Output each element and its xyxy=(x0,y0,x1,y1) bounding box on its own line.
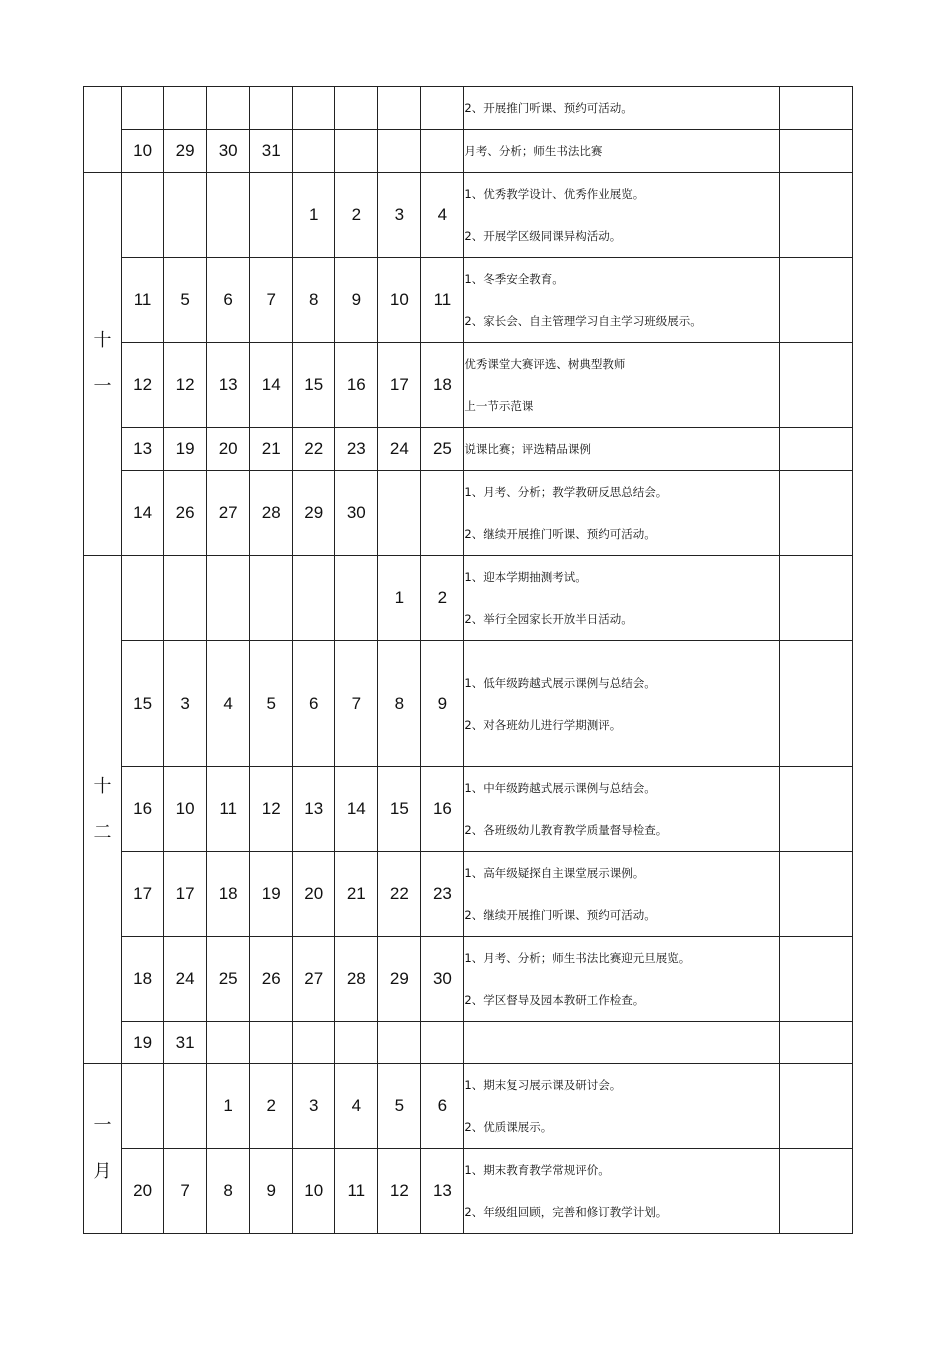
day-cell: 24 xyxy=(164,937,207,1022)
day-cell: 8 xyxy=(293,258,335,343)
day-cell: 20 xyxy=(293,852,335,937)
month-december-cell xyxy=(84,556,122,1064)
activity-cell xyxy=(464,1064,779,1149)
day-cell: 22 xyxy=(293,428,335,471)
day-cell xyxy=(164,173,207,258)
activity-cell xyxy=(464,343,779,428)
day-cell: 20 xyxy=(207,428,250,471)
day-cell: 12 xyxy=(378,1149,421,1234)
day-cell: 13 xyxy=(293,767,335,852)
day-cell: 4 xyxy=(207,641,250,767)
day-cell: 23 xyxy=(335,428,378,471)
day-cell xyxy=(207,173,250,258)
remarks-cell xyxy=(779,428,852,471)
day-cell: 13 xyxy=(207,343,250,428)
remarks-cell xyxy=(779,471,852,556)
remarks-cell xyxy=(779,641,852,767)
activity-cell xyxy=(464,130,779,173)
remarks-cell xyxy=(779,556,852,641)
week-row xyxy=(84,258,853,343)
week-row xyxy=(84,556,853,641)
day-cell: 3 xyxy=(293,1064,335,1149)
day-cell xyxy=(335,130,378,173)
day-cell: 15 xyxy=(293,343,335,428)
day-cell: 30 xyxy=(421,937,464,1022)
activity-line: 1、中年级跨越式展示课例与总结会。 xyxy=(464,781,656,795)
day-cell: 29 xyxy=(378,937,421,1022)
week-row xyxy=(84,641,853,767)
day-cell xyxy=(335,1022,378,1064)
activity-line: 2、继续开展推门听课、预约可活动。 xyxy=(464,527,656,541)
day-cell xyxy=(421,471,464,556)
day-cell xyxy=(421,1022,464,1064)
activity-line: 1、迎本学期抽测考试。 xyxy=(464,570,587,584)
day-cell: 9 xyxy=(421,641,464,767)
activity-line: 2、学区督导及园本教研工作检查。 xyxy=(464,993,645,1007)
day-cell: 8 xyxy=(207,1149,250,1234)
activity-line: 2、继续开展推门听课、预约可活动。 xyxy=(464,908,656,922)
day-cell xyxy=(164,87,207,130)
week-row xyxy=(84,471,853,556)
activity-line: 上一节示范课 xyxy=(464,399,534,413)
day-cell: 4 xyxy=(421,173,464,258)
day-cell: 26 xyxy=(250,937,293,1022)
day-cell: 18 xyxy=(421,343,464,428)
day-cell: 16 xyxy=(421,767,464,852)
day-cell xyxy=(293,87,335,130)
day-cell: 7 xyxy=(335,641,378,767)
month-char: 月 xyxy=(93,1160,112,1182)
week-row xyxy=(84,87,853,130)
month-char: 一 xyxy=(93,1114,112,1136)
day-cell: 6 xyxy=(421,1064,464,1149)
activity-cell xyxy=(464,1022,779,1064)
week-number: 13 xyxy=(122,428,164,471)
remarks-cell xyxy=(779,1149,852,1234)
week-row xyxy=(84,767,853,852)
day-cell: 13 xyxy=(421,1149,464,1234)
day-cell: 15 xyxy=(378,767,421,852)
day-cell xyxy=(421,130,464,173)
day-cell: 1 xyxy=(207,1064,250,1149)
week-number: 20 xyxy=(122,1149,164,1234)
week-number: 10 xyxy=(122,130,164,173)
remarks-cell xyxy=(779,173,852,258)
day-cell: 26 xyxy=(164,471,207,556)
activity-line: 1、月考、分析；师生书法比赛迎元旦展览。 xyxy=(464,951,691,965)
day-cell: 4 xyxy=(335,1064,378,1149)
activity-cell xyxy=(464,258,779,343)
activity-cell xyxy=(464,87,779,130)
day-cell: 17 xyxy=(164,852,207,937)
month-november-cell xyxy=(84,173,122,556)
week-row xyxy=(84,343,853,428)
day-cell: 5 xyxy=(250,641,293,767)
month-char: 一 xyxy=(93,376,112,397)
remarks-cell xyxy=(779,343,852,428)
week-number xyxy=(122,87,164,130)
remarks-cell xyxy=(779,87,852,130)
day-cell: 7 xyxy=(164,1149,207,1234)
activity-cell xyxy=(464,641,779,767)
day-cell: 1 xyxy=(378,556,421,641)
day-cell xyxy=(293,556,335,641)
day-cell: 6 xyxy=(207,258,250,343)
day-cell xyxy=(250,173,293,258)
activity-line: 1、低年级跨越式展示课例与总结会。 xyxy=(464,675,656,690)
activity-line: 1、期末教育教学常规评价。 xyxy=(464,1163,610,1177)
activity-line: 1、期末复习展示课及研讨会。 xyxy=(464,1078,622,1092)
week-row xyxy=(84,130,853,173)
activity-line: 1、冬季安全教育。 xyxy=(464,272,564,286)
week-row xyxy=(84,173,853,258)
month-january-cell xyxy=(84,1064,122,1234)
day-cell xyxy=(378,87,421,130)
month-char: 十 xyxy=(93,330,112,351)
week-number: 12 xyxy=(122,343,164,428)
activity-line: 优秀课堂大赛评选、树典型教师 xyxy=(464,357,626,371)
activity-cell xyxy=(464,937,779,1022)
day-cell: 12 xyxy=(250,767,293,852)
day-cell: 19 xyxy=(250,852,293,937)
day-cell: 14 xyxy=(335,767,378,852)
activity-line: 2、对各班幼儿进行学期测评。 xyxy=(464,717,622,732)
day-cell: 19 xyxy=(164,428,207,471)
week-number: 14 xyxy=(122,471,164,556)
month-char: 十 xyxy=(93,775,112,797)
day-cell: 2 xyxy=(421,556,464,641)
remarks-cell xyxy=(779,767,852,852)
remarks-cell xyxy=(779,852,852,937)
week-row xyxy=(84,1022,853,1064)
remarks-cell xyxy=(779,1064,852,1149)
day-cell: 16 xyxy=(335,343,378,428)
day-cell: 30 xyxy=(335,471,378,556)
activity-line: 1、优秀教学设计、优秀作业展览。 xyxy=(464,187,645,201)
day-cell: 2 xyxy=(250,1064,293,1149)
activity-line: 2、开展学区级同课异构活动。 xyxy=(464,229,622,243)
day-cell: 22 xyxy=(378,852,421,937)
day-cell xyxy=(207,1022,250,1064)
day-cell: 10 xyxy=(293,1149,335,1234)
activity-cell xyxy=(464,852,779,937)
day-cell: 8 xyxy=(378,641,421,767)
week-number: 17 xyxy=(122,852,164,937)
day-cell: 21 xyxy=(250,428,293,471)
activity-line: 说课比赛；评选精品课例 xyxy=(464,442,591,456)
day-cell: 25 xyxy=(421,428,464,471)
day-cell: 23 xyxy=(421,852,464,937)
week-number: 18 xyxy=(122,937,164,1022)
day-cell xyxy=(164,556,207,641)
day-cell: 28 xyxy=(250,471,293,556)
schedule-table xyxy=(83,86,853,1234)
day-cell: 3 xyxy=(378,173,421,258)
activity-line: 1、高年级疑探自主课堂展示课例。 xyxy=(464,866,645,880)
activity-cell xyxy=(464,556,779,641)
day-cell: 24 xyxy=(378,428,421,471)
activity-line: 2、优质课展示。 xyxy=(464,1120,553,1134)
remarks-cell xyxy=(779,937,852,1022)
day-cell xyxy=(250,1022,293,1064)
week-number: 16 xyxy=(122,767,164,852)
week-row xyxy=(84,852,853,937)
activity-cell xyxy=(464,767,779,852)
day-cell: 30 xyxy=(207,130,250,173)
day-cell: 3 xyxy=(164,641,207,767)
day-cell: 14 xyxy=(250,343,293,428)
day-cell: 29 xyxy=(164,130,207,173)
week-number xyxy=(122,1064,164,1149)
day-cell xyxy=(378,1022,421,1064)
day-cell: 25 xyxy=(207,937,250,1022)
day-cell: 5 xyxy=(378,1064,421,1149)
day-cell: 17 xyxy=(378,343,421,428)
week-row xyxy=(84,1149,853,1234)
week-number: 15 xyxy=(122,641,164,767)
day-cell: 29 xyxy=(293,471,335,556)
day-cell: 21 xyxy=(335,852,378,937)
remarks-cell xyxy=(779,1022,852,1064)
activity-line: 月考、分析；师生书法比赛 xyxy=(464,144,603,158)
activity-line: 2、开展推门听课、预约可活动。 xyxy=(464,101,633,115)
week-number: 11 xyxy=(122,258,164,343)
day-cell: 18 xyxy=(207,852,250,937)
day-cell xyxy=(250,87,293,130)
activity-cell xyxy=(464,1149,779,1234)
week-row xyxy=(84,428,853,471)
month-char: 二 xyxy=(93,821,112,843)
day-cell: 1 xyxy=(293,173,335,258)
day-cell: 11 xyxy=(335,1149,378,1234)
week-row xyxy=(84,937,853,1022)
day-cell: 10 xyxy=(378,258,421,343)
day-cell xyxy=(164,1064,207,1149)
activity-line: 2、年级组回顾，完善和修订教学计划。 xyxy=(464,1205,668,1219)
day-cell: 12 xyxy=(164,343,207,428)
day-cell: 10 xyxy=(164,767,207,852)
week-number xyxy=(122,556,164,641)
day-cell: 28 xyxy=(335,937,378,1022)
remarks-cell xyxy=(779,258,852,343)
day-cell xyxy=(421,87,464,130)
activity-cell xyxy=(464,428,779,471)
week-number xyxy=(122,173,164,258)
day-cell: 11 xyxy=(207,767,250,852)
day-cell: 7 xyxy=(250,258,293,343)
day-cell xyxy=(378,130,421,173)
activity-line: 1、月考、分析；教学教研反思总结会。 xyxy=(464,485,668,499)
activity-line: 2、举行全园家长开放半日活动。 xyxy=(464,612,633,626)
activity-line: 2、家长会、自主管理学习自主学习班级展示。 xyxy=(464,314,702,328)
week-row xyxy=(84,1064,853,1149)
day-cell: 5 xyxy=(164,258,207,343)
day-cell xyxy=(335,87,378,130)
remarks-cell xyxy=(779,130,852,173)
day-cell xyxy=(335,556,378,641)
day-cell: 27 xyxy=(207,471,250,556)
activity-line: 2、各班级幼儿教育教学质量督导检查。 xyxy=(464,823,668,837)
day-cell: 11 xyxy=(421,258,464,343)
activity-cell xyxy=(464,471,779,556)
day-cell: 9 xyxy=(335,258,378,343)
day-cell xyxy=(250,556,293,641)
day-cell xyxy=(293,1022,335,1064)
day-cell: 27 xyxy=(293,937,335,1022)
day-cell xyxy=(207,87,250,130)
day-cell xyxy=(207,556,250,641)
day-cell xyxy=(378,471,421,556)
day-cell: 31 xyxy=(164,1022,207,1064)
week-number: 19 xyxy=(122,1022,164,1064)
day-cell: 6 xyxy=(293,641,335,767)
day-cell: 2 xyxy=(335,173,378,258)
day-cell: 9 xyxy=(250,1149,293,1234)
day-cell: 31 xyxy=(250,130,293,173)
activity-cell xyxy=(464,173,779,258)
month-continued-cell xyxy=(84,87,122,173)
day-cell xyxy=(293,130,335,173)
